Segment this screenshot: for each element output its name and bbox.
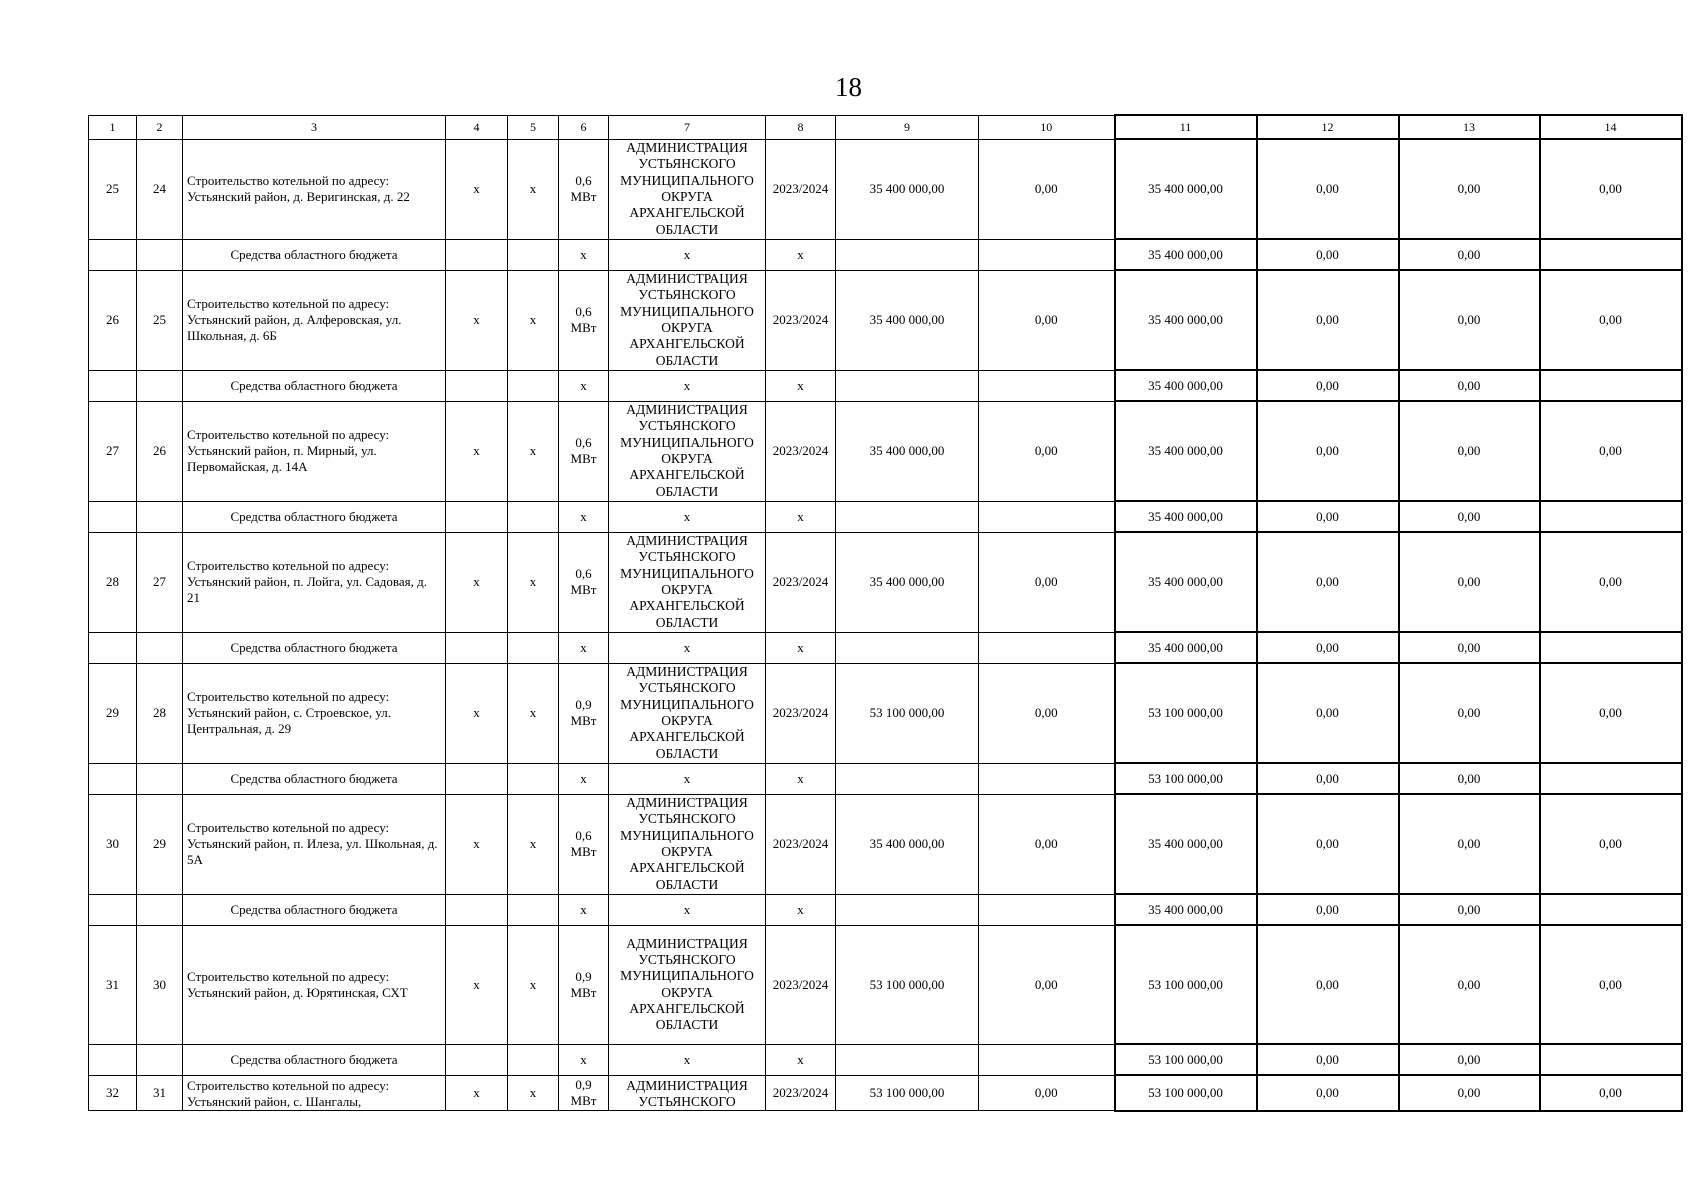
empty-cell (979, 632, 1115, 663)
funding-source-label: Средства областного бюджета (183, 370, 446, 401)
cell-c10: 0,00 (979, 532, 1115, 632)
cell-c8: х (766, 632, 836, 663)
object-number: 25 (137, 270, 183, 370)
empty-cell (89, 239, 137, 270)
cell-c13: 0,00 (1399, 239, 1540, 270)
cell-c5: х (508, 794, 559, 894)
cell-c7: х (609, 894, 766, 925)
column-number: 9 (836, 115, 979, 139)
cell-c11: 53 100 000,00 (1115, 1044, 1257, 1075)
object-name: Строительство котельной по адресу: Устьянский район, с. Шангалы, (183, 1075, 446, 1111)
cell-c14: 0,00 (1540, 794, 1682, 894)
funding-source-row (89, 632, 1682, 663)
empty-cell (508, 632, 559, 663)
cell-c14: 0,00 (1540, 532, 1682, 632)
cell-c8: х (766, 370, 836, 401)
cell-c7: х (609, 1044, 766, 1075)
cell-c10: 0,00 (979, 270, 1115, 370)
object-name: Строительство котельной по адресу: Устьянский район, д. Алферовская, ул. Школьная, д. 6Б (183, 270, 446, 370)
cell-c11: 53 100 000,00 (1115, 663, 1257, 763)
cell-c13: 0,00 (1399, 925, 1540, 1044)
cell-c10: 0,00 (979, 401, 1115, 501)
estimated-cost: 35 400 000,00 (836, 139, 979, 239)
empty-cell (836, 370, 979, 401)
project-row (89, 532, 1682, 632)
period: 2023/2024 (766, 139, 836, 239)
cell-c11: 35 400 000,00 (1115, 532, 1257, 632)
empty-cell (979, 501, 1115, 532)
project-row (89, 1075, 1682, 1111)
column-number: 12 (1257, 115, 1399, 139)
cell-c12: 0,00 (1257, 794, 1399, 894)
estimated-cost: 53 100 000,00 (836, 925, 979, 1044)
cell-c11: 35 400 000,00 (1115, 370, 1257, 401)
period: 2023/2024 (766, 1075, 836, 1111)
customer: АДМИНИСТРАЦИЯ УСТЬЯНСКОГО МУНИЦИПАЛЬНОГО ОКРУГА АРХАНГЕЛЬСКОЙ ОБЛАСТИ (609, 794, 766, 894)
empty-cell (1540, 763, 1682, 794)
funding-source-label: Средства областного бюджета (183, 894, 446, 925)
empty-cell (137, 1044, 183, 1075)
customer: АДМИНИСТРАЦИЯ УСТЬЯНСКОГО МУНИЦИПАЛЬНОГО ОКРУГА АРХАНГЕЛЬСКОЙ ОБЛАСТИ (609, 139, 766, 239)
cell-c13: 0,00 (1399, 1044, 1540, 1075)
empty-cell (979, 1044, 1115, 1075)
column-number: 14 (1540, 115, 1682, 139)
cell-c13: 0,00 (1399, 632, 1540, 663)
cell-c5: х (508, 139, 559, 239)
cell-c7: х (609, 632, 766, 663)
cell-c10: 0,00 (979, 139, 1115, 239)
empty-cell (836, 501, 979, 532)
row-number: 32 (89, 1075, 137, 1111)
customer: АДМИНИСТРАЦИЯ УСТЬЯНСКОГО (609, 1075, 766, 1111)
empty-cell (137, 370, 183, 401)
cell-c13: 0,00 (1399, 763, 1540, 794)
object-number: 29 (137, 794, 183, 894)
column-number: 10 (979, 115, 1115, 139)
cell-c5: х (508, 663, 559, 763)
funding-source-row (89, 239, 1682, 270)
cell-c11: 35 400 000,00 (1115, 270, 1257, 370)
row-number: 27 (89, 401, 137, 501)
customer: АДМИНИСТРАЦИЯ УСТЬЯНСКОГО МУНИЦИПАЛЬНОГО ОКРУГА АРХАНГЕЛЬСКОЙ ОБЛАСТИ (609, 663, 766, 763)
cell-c13: 0,00 (1399, 370, 1540, 401)
cell-c6: х (559, 370, 609, 401)
customer: АДМИНИСТРАЦИЯ УСТЬЯНСКОГО МУНИЦИПАЛЬНОГО ОКРУГА АРХАНГЕЛЬСКОЙ ОБЛАСТИ (609, 532, 766, 632)
cell-c14: 0,00 (1540, 925, 1682, 1044)
row-number: 30 (89, 794, 137, 894)
funding-source-row (89, 501, 1682, 532)
cell-c4: х (446, 270, 508, 370)
empty-cell (137, 894, 183, 925)
empty-cell (446, 501, 508, 532)
column-number: 1 (89, 115, 137, 139)
row-number: 26 (89, 270, 137, 370)
capacity: 0,6 МВт (559, 401, 609, 501)
cell-c7: х (609, 763, 766, 794)
empty-cell (1540, 370, 1682, 401)
cell-c12: 0,00 (1257, 1044, 1399, 1075)
period: 2023/2024 (766, 532, 836, 632)
cell-c13: 0,00 (1399, 501, 1540, 532)
cell-c8: х (766, 239, 836, 270)
empty-cell (446, 370, 508, 401)
cell-c12: 0,00 (1257, 1075, 1399, 1111)
object-number: 26 (137, 401, 183, 501)
capacity: 0,9 МВт (559, 663, 609, 763)
empty-cell (446, 1044, 508, 1075)
empty-cell (1540, 894, 1682, 925)
period: 2023/2024 (766, 794, 836, 894)
period: 2023/2024 (766, 270, 836, 370)
cell-c13: 0,00 (1399, 663, 1540, 763)
cell-c5: х (508, 925, 559, 1044)
empty-cell (836, 1044, 979, 1075)
cell-c8: х (766, 501, 836, 532)
cell-c8: х (766, 1044, 836, 1075)
cell-c6: х (559, 239, 609, 270)
estimated-cost: 35 400 000,00 (836, 270, 979, 370)
object-name: Строительство котельной по адресу: Устьянский район, п. Лойга, ул. Садовая, д. 21 (183, 532, 446, 632)
cell-c4: х (446, 925, 508, 1044)
cell-c11: 35 400 000,00 (1115, 401, 1257, 501)
empty-cell (446, 239, 508, 270)
cell-c7: х (609, 239, 766, 270)
funding-source-label: Средства областного бюджета (183, 632, 446, 663)
funding-source-row (89, 763, 1682, 794)
estimated-cost: 53 100 000,00 (836, 663, 979, 763)
investment-table (88, 114, 1683, 1112)
column-number: 7 (609, 115, 766, 139)
empty-cell (137, 632, 183, 663)
cell-c4: х (446, 401, 508, 501)
cell-c11: 35 400 000,00 (1115, 894, 1257, 925)
cell-c13: 0,00 (1399, 532, 1540, 632)
capacity: 0,6 МВт (559, 794, 609, 894)
object-number: 31 (137, 1075, 183, 1111)
cell-c10: 0,00 (979, 925, 1115, 1044)
column-number: 2 (137, 115, 183, 139)
capacity: 0,9 МВт (559, 1075, 609, 1111)
cell-c12: 0,00 (1257, 239, 1399, 270)
empty-cell (836, 632, 979, 663)
project-row (89, 925, 1682, 1044)
cell-c11: 53 100 000,00 (1115, 1075, 1257, 1111)
object-number: 30 (137, 925, 183, 1044)
empty-cell (446, 632, 508, 663)
cell-c12: 0,00 (1257, 370, 1399, 401)
capacity: 0,6 МВт (559, 270, 609, 370)
empty-cell (979, 763, 1115, 794)
object-number: 28 (137, 663, 183, 763)
funding-source-label: Средства областного бюджета (183, 239, 446, 270)
cell-c4: х (446, 532, 508, 632)
estimated-cost: 35 400 000,00 (836, 401, 979, 501)
column-number: 4 (446, 115, 508, 139)
empty-cell (446, 894, 508, 925)
cell-c13: 0,00 (1399, 794, 1540, 894)
capacity: 0,6 МВт (559, 139, 609, 239)
cell-c10: 0,00 (979, 663, 1115, 763)
cell-c5: х (508, 401, 559, 501)
page-number: 18 (835, 72, 862, 102)
column-number: 13 (1399, 115, 1540, 139)
cell-c14: 0,00 (1540, 401, 1682, 501)
project-row (89, 139, 1682, 239)
customer: АДМИНИСТРАЦИЯ УСТЬЯНСКОГО МУНИЦИПАЛЬНОГО ОКРУГА АРХАНГЕЛЬСКОЙ ОБЛАСТИ (609, 925, 766, 1044)
cell-c6: х (559, 763, 609, 794)
cell-c4: х (446, 1075, 508, 1111)
object-number: 24 (137, 139, 183, 239)
empty-cell (89, 632, 137, 663)
row-number: 25 (89, 139, 137, 239)
cell-c13: 0,00 (1399, 139, 1540, 239)
empty-cell (137, 501, 183, 532)
object-name: Строительство котельной по адресу: Устьянский район, д. Веригинская, д. 22 (183, 139, 446, 239)
object-name: Строительство котельной по адресу: Устьянский район, п. Мирный, ул. Первомайская, д. 14А (183, 401, 446, 501)
object-number: 27 (137, 532, 183, 632)
project-row (89, 794, 1682, 894)
cell-c13: 0,00 (1399, 1075, 1540, 1111)
cell-c12: 0,00 (1257, 401, 1399, 501)
cell-c4: х (446, 794, 508, 894)
cell-c14: 0,00 (1540, 663, 1682, 763)
empty-cell (1540, 1044, 1682, 1075)
empty-cell (137, 239, 183, 270)
cell-c12: 0,00 (1257, 894, 1399, 925)
cell-c11: 35 400 000,00 (1115, 501, 1257, 532)
customer: АДМИНИСТРАЦИЯ УСТЬЯНСКОГО МУНИЦИПАЛЬНОГО ОКРУГА АРХАНГЕЛЬСКОЙ ОБЛАСТИ (609, 401, 766, 501)
empty-cell (89, 763, 137, 794)
funding-source-label: Средства областного бюджета (183, 1044, 446, 1075)
cell-c11: 53 100 000,00 (1115, 925, 1257, 1044)
cell-c14: 0,00 (1540, 270, 1682, 370)
cell-c11: 35 400 000,00 (1115, 239, 1257, 270)
cell-c11: 53 100 000,00 (1115, 763, 1257, 794)
empty-cell (446, 763, 508, 794)
empty-cell (836, 894, 979, 925)
empty-cell (1540, 501, 1682, 532)
cell-c12: 0,00 (1257, 501, 1399, 532)
column-number: 8 (766, 115, 836, 139)
empty-cell (836, 763, 979, 794)
project-row (89, 270, 1682, 370)
cell-c10: 0,00 (979, 1075, 1115, 1111)
row-number: 29 (89, 663, 137, 763)
cell-c5: х (508, 532, 559, 632)
empty-cell (508, 763, 559, 794)
empty-cell (836, 239, 979, 270)
estimated-cost: 53 100 000,00 (836, 1075, 979, 1111)
cell-c4: х (446, 663, 508, 763)
empty-cell (137, 763, 183, 794)
cell-c8: х (766, 894, 836, 925)
period: 2023/2024 (766, 663, 836, 763)
empty-cell (89, 370, 137, 401)
cell-c12: 0,00 (1257, 763, 1399, 794)
column-number: 3 (183, 115, 446, 139)
funding-source-row (89, 1044, 1682, 1075)
cell-c12: 0,00 (1257, 532, 1399, 632)
column-number: 5 (508, 115, 559, 139)
column-number: 6 (559, 115, 609, 139)
cell-c13: 0,00 (1399, 894, 1540, 925)
cell-c12: 0,00 (1257, 632, 1399, 663)
cell-c11: 35 400 000,00 (1115, 794, 1257, 894)
cell-c14: 0,00 (1540, 139, 1682, 239)
cell-c6: х (559, 1044, 609, 1075)
cell-c14: 0,00 (1540, 1075, 1682, 1111)
funding-source-row (89, 894, 1682, 925)
estimated-cost: 35 400 000,00 (836, 532, 979, 632)
project-row (89, 663, 1682, 763)
object-name: Строительство котельной по адресу: Устьянский район, д. Юрятинская, СХТ (183, 925, 446, 1044)
cell-c8: х (766, 763, 836, 794)
empty-cell (508, 894, 559, 925)
empty-cell (89, 501, 137, 532)
cell-c11: 35 400 000,00 (1115, 632, 1257, 663)
project-row (89, 401, 1682, 501)
estimated-cost: 35 400 000,00 (836, 794, 979, 894)
empty-cell (1540, 632, 1682, 663)
funding-source-row (89, 370, 1682, 401)
empty-cell (979, 894, 1115, 925)
period: 2023/2024 (766, 925, 836, 1044)
row-number: 31 (89, 925, 137, 1044)
cell-c5: х (508, 1075, 559, 1111)
empty-cell (1540, 239, 1682, 270)
object-name: Строительство котельной по адресу: Устьянский район, с. Строевское, ул. Центральная, д. 29 (183, 663, 446, 763)
cell-c12: 0,00 (1257, 139, 1399, 239)
empty-cell (508, 1044, 559, 1075)
empty-cell (89, 894, 137, 925)
empty-cell (89, 1044, 137, 1075)
column-number: 11 (1115, 115, 1257, 139)
capacity: 0,6 МВт (559, 532, 609, 632)
capacity: 0,9 МВт (559, 925, 609, 1044)
empty-cell (508, 370, 559, 401)
cell-c12: 0,00 (1257, 270, 1399, 370)
period: 2023/2024 (766, 401, 836, 501)
cell-c7: х (609, 501, 766, 532)
cell-c6: х (559, 632, 609, 663)
empty-cell (508, 239, 559, 270)
cell-c12: 0,00 (1257, 663, 1399, 763)
empty-cell (508, 501, 559, 532)
cell-c13: 0,00 (1399, 270, 1540, 370)
cell-c6: х (559, 501, 609, 532)
cell-c10: 0,00 (979, 794, 1115, 894)
empty-cell (979, 239, 1115, 270)
cell-c11: 35 400 000,00 (1115, 139, 1257, 239)
customer: АДМИНИСТРАЦИЯ УСТЬЯНСКОГО МУНИЦИПАЛЬНОГО ОКРУГА АРХАНГЕЛЬСКОЙ ОБЛАСТИ (609, 270, 766, 370)
row-number: 28 (89, 532, 137, 632)
cell-c6: х (559, 894, 609, 925)
cell-c5: х (508, 270, 559, 370)
column-number-row (89, 115, 1682, 139)
cell-c12: 0,00 (1257, 925, 1399, 1044)
empty-cell (979, 370, 1115, 401)
cell-c13: 0,00 (1399, 401, 1540, 501)
object-name: Строительство котельной по адресу: Устьянский район, п. Илеза, ул. Школьная, д. 5А (183, 794, 446, 894)
cell-c7: х (609, 370, 766, 401)
cell-c4: х (446, 139, 508, 239)
funding-source-label: Средства областного бюджета (183, 763, 446, 794)
funding-source-label: Средства областного бюджета (183, 501, 446, 532)
